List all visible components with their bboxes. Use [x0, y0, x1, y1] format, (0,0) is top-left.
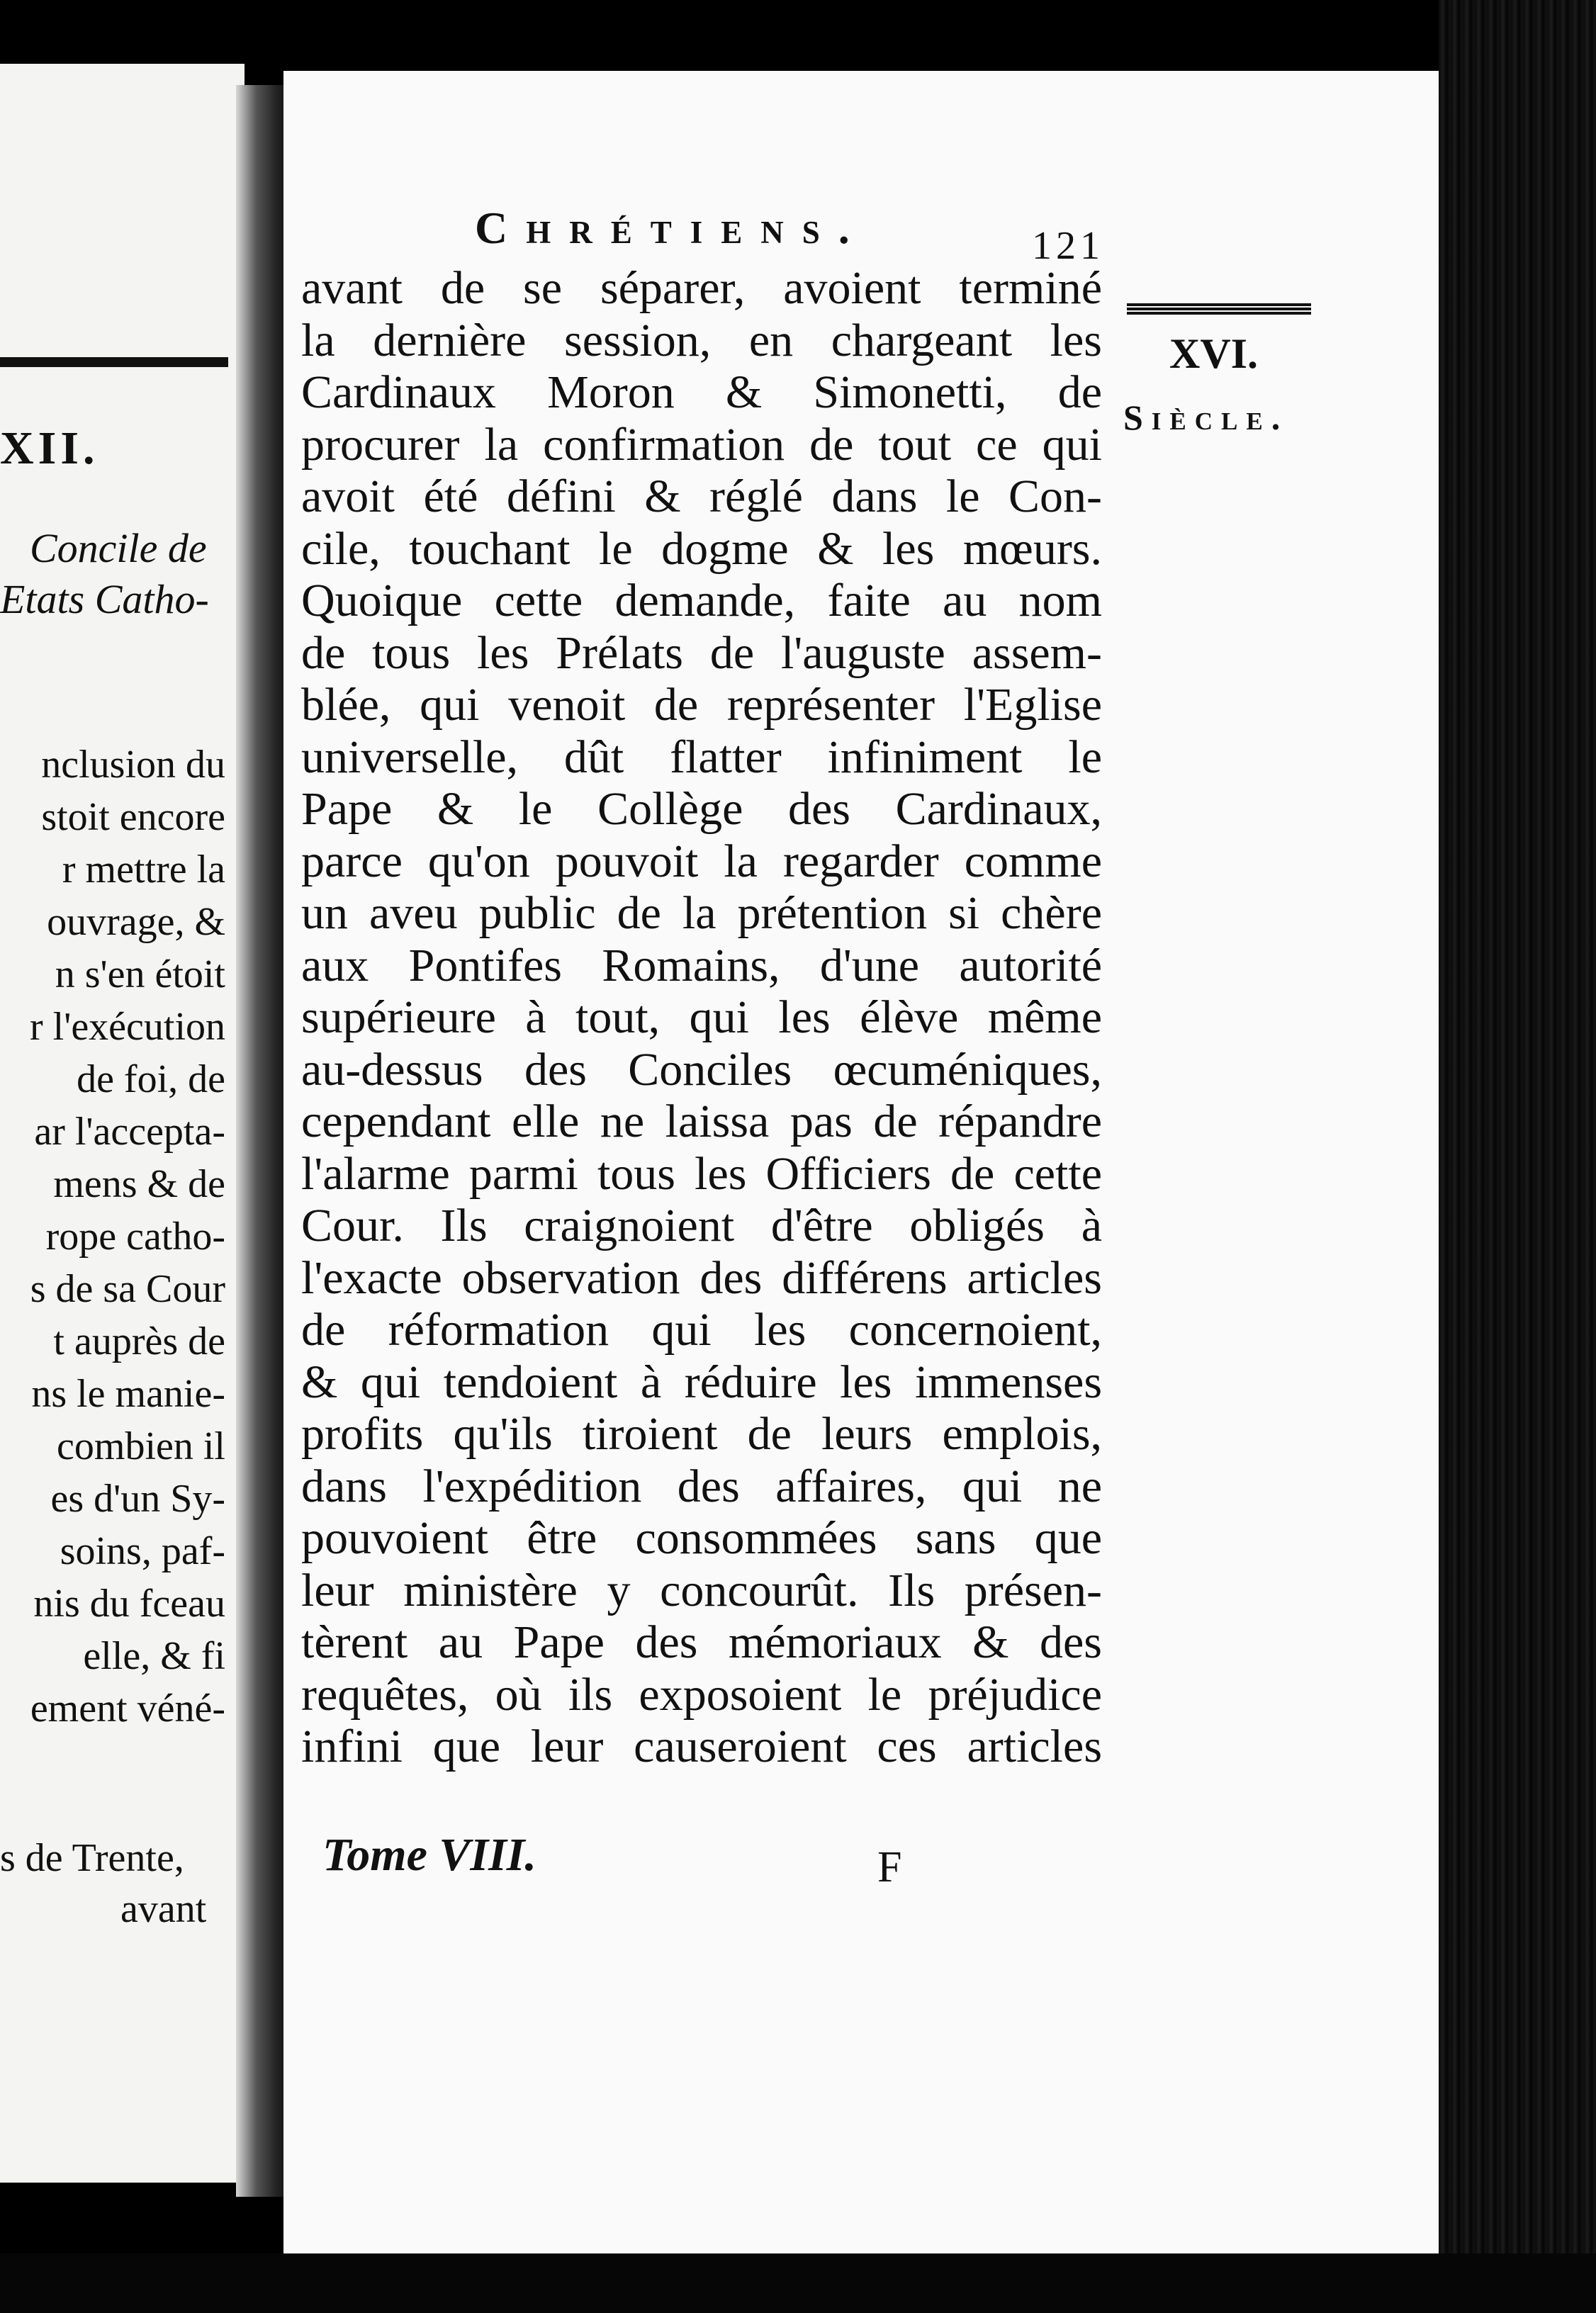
left-text-line: nclusion du	[41, 743, 225, 787]
body-line: Cour. Ils craignoient d'être obligés à	[301, 1200, 1102, 1251]
body-line: de tous les Prélats de l'auguste assem-	[301, 626, 1102, 679]
body-line: cile, touchant le dogme & les mœurs.	[301, 522, 1102, 575]
left-text-line: de foi, de	[77, 1057, 225, 1101]
body-line: tèrent au Pape des mémoriaux & des	[301, 1616, 1102, 1668]
body-line: un aveu public de la prétention si chère	[301, 887, 1102, 939]
body-line: supérieure à tout, qui les élève même	[301, 991, 1102, 1043]
margin-note-century: XVI.	[1169, 330, 1259, 377]
body-line: leur ministère y concourût. Ils présen-	[301, 1564, 1102, 1616]
margin-rule	[1127, 303, 1311, 315]
facing-page-left	[0, 64, 245, 2183]
left-text-line: ouvrage, &	[47, 900, 225, 944]
body-line: de réformation qui les concernoient,	[301, 1304, 1102, 1356]
left-text-line: es d'un Sy-	[50, 1477, 225, 1521]
left-italic-line: Concile de	[30, 525, 207, 571]
body-line: pouvoient être consommées sans que	[301, 1512, 1102, 1564]
left-text-line: rope catho-	[45, 1215, 225, 1259]
body-line: & qui tendoient à réduire les immenses	[301, 1356, 1102, 1408]
body-line: au-dessus des Conciles œcuméniques,	[301, 1043, 1102, 1096]
page-number: 121	[1032, 224, 1104, 268]
left-catchword: avant	[120, 1887, 207, 1931]
body-line: dans l'expédition des affaires, qui ne	[301, 1460, 1102, 1512]
body-line: infini que leur causeroient ces articles	[301, 1721, 1102, 1772]
body-line: l'alarme parmi tous les Officiers de cette	[301, 1147, 1102, 1200]
left-text-line: n s'en étoit	[55, 952, 225, 996]
body-line: avoit été défini & réglé dans le Con-	[301, 471, 1102, 522]
left-text-line: soins, paf-	[60, 1529, 225, 1573]
body-line: aux Pontifes Romains, d'une autorité	[301, 939, 1102, 991]
left-text-line: s de sa Cour	[30, 1267, 225, 1311]
body-line: l'exacte observation des différens articles	[301, 1251, 1102, 1304]
left-text-line: stoit encore	[41, 795, 225, 839]
body-line: Cardinaux Moron & Simonetti, de	[301, 366, 1102, 418]
signature-letter: F	[877, 1843, 902, 1891]
book-binding-edge	[1439, 0, 1596, 2313]
left-text-line: nis du fceau	[33, 1582, 225, 1626]
body-line: requêtes, où ils exposoient le préjudice	[301, 1668, 1102, 1721]
scan-bottom-border	[0, 2253, 1596, 2313]
body-line: parce qu'on pouvoit la regarder comme	[301, 835, 1102, 887]
body-line: profits qu'ils tiroient de leurs emplois,	[301, 1408, 1102, 1460]
body-line: universelle, dût flatter infiniment le	[301, 731, 1102, 783]
body-text	[301, 262, 1102, 1773]
body-line: la dernière session, en chargeant les	[301, 314, 1102, 366]
body-line: avant de se séparer, avoient terminé	[301, 262, 1102, 314]
body-line: blée, qui venoit de représenter l'Eglise	[301, 679, 1102, 731]
margin-note-siecle: Siècle.	[1123, 398, 1289, 437]
signature-mark: Tome VIII.	[322, 1829, 536, 1881]
body-line: Quoique cette demande, faite au nom	[301, 575, 1102, 626]
left-text-line: ar l'accepta-	[34, 1110, 225, 1154]
left-text-line: ns le manie-	[31, 1372, 225, 1416]
left-text-line: elle, & fi	[83, 1634, 225, 1678]
left-footer-line: s de Trente,	[0, 1836, 184, 1880]
left-text-line: r l'exécution	[30, 1005, 225, 1049]
left-text-line: r mettre la	[62, 848, 225, 891]
left-page-text	[0, 738, 225, 1735]
left-text-line: mens & de	[53, 1162, 225, 1206]
body-line: cependant elle ne laissa pas de répandre	[301, 1096, 1102, 1147]
left-header-rule	[0, 357, 228, 367]
running-head: Chrétiens.	[475, 203, 868, 253]
body-line: procurer la confirmation de tout ce qui	[301, 418, 1102, 471]
left-text-line: ement véné-	[30, 1687, 225, 1730]
left-text-line: t auprès de	[53, 1319, 225, 1363]
left-text-line: combien il	[57, 1424, 225, 1468]
left-italic-line: Etats Catho-	[0, 576, 209, 622]
left-chapter-heading: XII.	[0, 422, 99, 474]
body-line: Pape & le Collège des Cardinaux,	[301, 783, 1102, 835]
